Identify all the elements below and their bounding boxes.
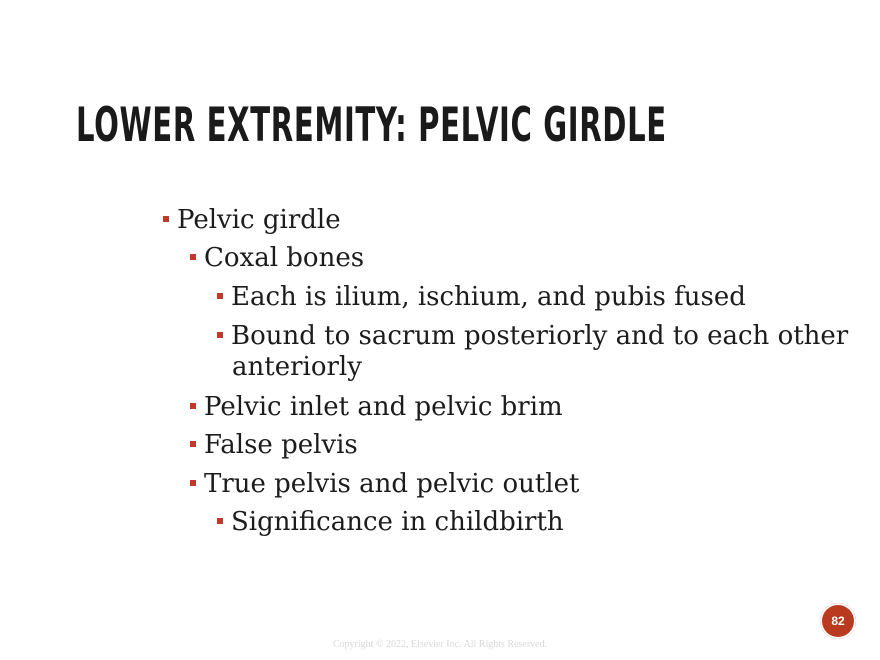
copyright-footer: Copyright © 2022, Elsevier Inc. All Rights Reserved. (332, 639, 548, 650)
bullet-level1: Pelvic girdle (163, 205, 341, 236)
page-number-badge (820, 603, 856, 639)
page-number: 82 (831, 614, 845, 628)
bullet-continuation: anteriorly (232, 352, 362, 382)
square-bullet-icon (217, 332, 223, 338)
square-bullet-icon (190, 403, 196, 409)
square-bullet-icon (163, 216, 169, 222)
square-bullet-icon (190, 480, 196, 486)
bullet-level3: Significance in childbirth (217, 507, 564, 538)
bullet-level3: Bound to sacrum posteriorly and to each other (217, 321, 848, 352)
square-bullet-icon (217, 518, 223, 524)
square-bullet-icon (190, 254, 196, 260)
bullet-level2: False pelvis (190, 430, 358, 461)
bullet-level2: True pelvis and pelvic outlet (190, 469, 579, 500)
bullet-level2: Coxal bones (190, 243, 364, 274)
bullet-level2: Pelvic inlet and pelvic brim (190, 392, 563, 423)
square-bullet-icon (217, 293, 223, 299)
square-bullet-icon (190, 441, 196, 447)
slide-title: LOWER EXTREMITY: PELVIC GIRDLE (76, 98, 667, 153)
bullet-level3: Each is ilium, ischium, and pubis fused (217, 282, 746, 313)
